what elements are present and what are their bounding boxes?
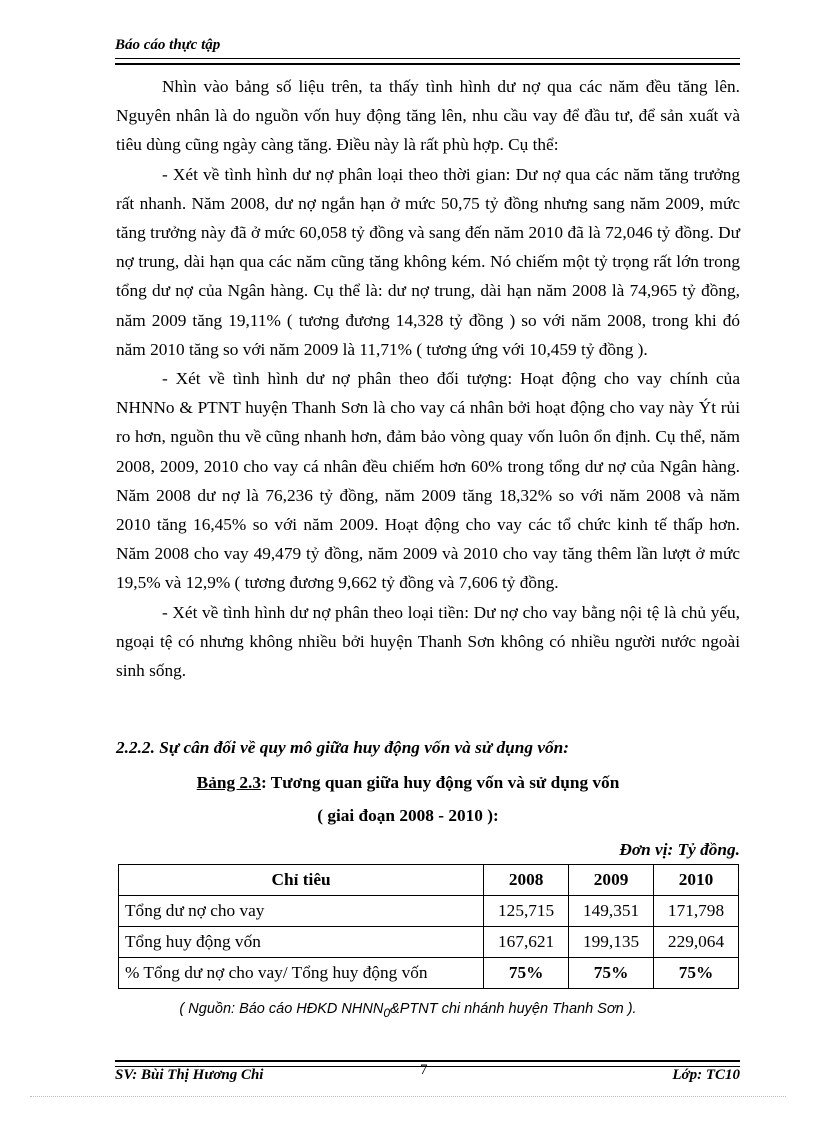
table-row: [119, 958, 739, 989]
table-cell: 149,351: [569, 896, 654, 927]
paragraph-intro: Nhìn vào bảng số liệu trên, ta thấy tình hình dư nợ qua các năm đều tăng lên. Nguyên nhân là do nguồn vốn huy động tăng lên, nhu cầu vay để đầu tư, để sản xuất và tiêu dùng cũng ngày càng tăng. Điều này là rất phù hợp. Cụ thể:: [116, 77, 740, 155]
source-tail: &PTNT chi nhánh huyện Thanh Sơn ).: [390, 1001, 637, 1017]
table-cell: 199,135: [569, 927, 654, 958]
source-subscript: 0: [383, 1005, 391, 1020]
header-rule: [115, 58, 740, 65]
table-unit: Đơn vị: Tỷ đồng.: [619, 840, 740, 859]
header-title: Báo cáo thực tập: [115, 37, 221, 53]
footer-student: SV: Bùi Thị Hương Chi: [115, 1067, 264, 1083]
table-cell: 75%: [569, 958, 654, 989]
table-caption-label: Bảng 2.3: [196, 773, 262, 792]
table-caption-text: : Tương quan giữa huy động vốn và sử dụng vốn: [261, 773, 620, 792]
table-source: [0, 1001, 816, 1020]
paragraph-time: - Xét về tình hình dư nợ phân loại theo thời gian: Dư nợ qua các năm tăng trưởng rất nhanh. Năm 2008, dư nợ ngắn hạn ở mức 50,75 tỷ đồng nhưng sang năm 2009, mức tăng trưởng này đã ở mức 60,058 tỷ đồng và sang đến năm 2010 đã là 72,046 tỷ đồng. Dư nợ trung, dài hạn qua các năm cũng tăng không kém. Nó chiếm một tỷ trọng rất lớn trong tổng dư nợ của Ngân hàng. Cụ thể là: dư nợ trung, dài hạn năm 2008 là 74,965 tỷ đồng, năm 2009 tăng 19,11% ( tương đương 14,328 tỷ đồng ) so với năm 2008, trong khi đó năm 2010 tăng so với năm 2009 là 11,71% ( tương ứng với 10,459 tỷ đồng ).: [116, 164, 740, 359]
row-label: Tổng dư nợ cho vay: [119, 896, 484, 927]
paragraph-object: - Xét về tình hình dư nợ phân theo đối tượng: Hoạt động cho vay chính của NHNNo & PTNT huyện Thanh Sơn là cho vay cá nhân bởi hoạt động cho vay này Ýt rủi ro hơn, nguồn thu về cũng nhanh hơn, đảm bảo vòng quay vốn luôn ổn định. Cụ thể, năm 2008, 2009, 2010 cho vay cá nhân đều chiếm hơn 60% trong tổng dư nợ của Ngân hàng. Năm 2008 dư nợ là 76,236 tỷ đồng, năm 2009 tăng 18,32% so với năm 2008 và năm 2010 tăng 16,45% so với năm 2009. Hoạt động cho vay các tổ chức kinh tế thấp hơn. Năm 2008 cho vay 49,479 tỷ đồng, năm 2009 và 2010 cho vay tăng thêm lần lượt ở mức 19,5% và 12,9% ( tương đương 9,662 tỷ đồng và 7,606 tỷ đồng.: [116, 369, 740, 593]
table-row: [119, 927, 739, 958]
table-header-cell: 2009: [569, 865, 654, 896]
table-cell: 75%: [484, 958, 569, 989]
table-cell: 171,798: [654, 896, 739, 927]
footer-class: Lớp: TC10: [672, 1067, 740, 1083]
page-edge: [30, 1096, 786, 1097]
table-header-row: [119, 865, 739, 896]
page-number: 7: [420, 1062, 428, 1078]
table-cell: 229,064: [654, 927, 739, 958]
row-label: Tổng huy động vốn: [119, 927, 484, 958]
section-heading: 2.2.2. Sự cân đối về quy mô giữa huy động vốn và sử dụng vốn:: [116, 738, 570, 757]
table-header-cell: 2010: [654, 865, 739, 896]
paragraph-currency: - Xét về tình hình dư nợ phân theo loại tiền: Dư nợ cho vay bằng nội tệ là chủ yếu, ngoại tệ có nhưng không nhiều bởi huyện Thanh Sơn không có nhiều người nước ngoài sinh sống.: [116, 602, 740, 681]
data-table: [118, 864, 739, 989]
table-caption-period: ( giai đoạn 2008 - 2010 ):: [317, 806, 499, 825]
table-row: [119, 896, 739, 927]
row-label: % Tổng dư nợ cho vay/ Tổng huy động vốn: [119, 958, 484, 989]
table-caption: [0, 773, 816, 793]
table-header-cell: 2008: [484, 865, 569, 896]
table-cell: 75%: [654, 958, 739, 989]
source-text: ( Nguồn: Báo cáo HĐKD NHNN: [179, 1001, 384, 1017]
table-cell: 167,621: [484, 927, 569, 958]
table-header-cell: Chỉ tiêu: [119, 865, 484, 896]
body-text: [116, 72, 740, 685]
table-cell: 125,715: [484, 896, 569, 927]
